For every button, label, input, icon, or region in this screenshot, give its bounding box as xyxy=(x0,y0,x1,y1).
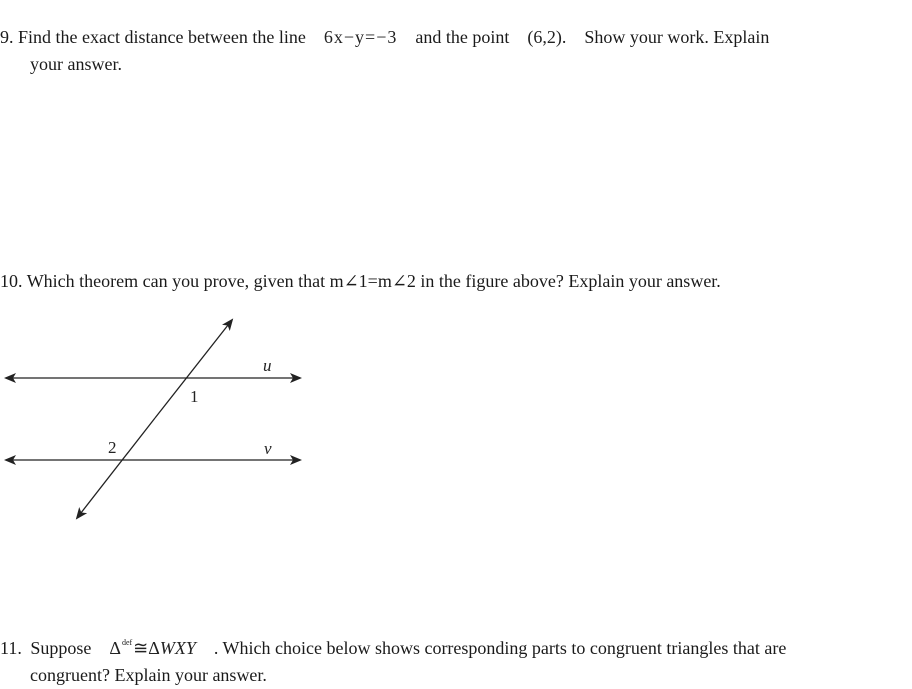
triangle-symbol: Δ xyxy=(109,638,121,658)
def-mark: def xyxy=(121,638,133,647)
question-9-number: 9. xyxy=(0,27,14,47)
triangle-name: WXY xyxy=(159,638,196,658)
triangle-expression xyxy=(109,638,195,658)
congruent-triangle-symbol: ≅Δ xyxy=(133,638,160,658)
question-9-text-b: and the point xyxy=(415,27,510,47)
point-coordinates: (6,2) xyxy=(527,27,562,47)
parallel-lines-figure xyxy=(0,312,310,522)
question-11-text-a: Suppose xyxy=(30,638,92,658)
question-11 xyxy=(0,629,786,689)
question-9-text-a: Find the exact distance between the line xyxy=(18,27,306,47)
line-equation: 6x−y=−3 xyxy=(323,27,398,47)
question-11-number: 11. xyxy=(0,638,22,658)
angle-1-label: 1 xyxy=(190,387,199,406)
line-u-label: u xyxy=(263,356,272,375)
question-9 xyxy=(0,24,769,78)
transversal-line-down xyxy=(77,418,155,518)
question-11-line-2: congruent? Explain your answer. xyxy=(30,665,267,685)
line-v-label: v xyxy=(264,439,272,458)
question-10-number: 10. xyxy=(0,271,23,291)
question-9-text-d: Show your work. Explain xyxy=(584,27,770,47)
question-11-line-1 xyxy=(0,629,786,662)
question-9-text-c: . xyxy=(561,27,567,47)
question-10-text: Which theorem can you prove, given that m∠1=m∠2 in the figure above? Explain your answer. xyxy=(26,271,721,291)
question-9-line-1 xyxy=(0,24,769,51)
question-9-line-2: your answer. xyxy=(30,54,122,74)
angle-2-label: 2 xyxy=(108,438,117,457)
question-11-text-b: . Which choice below shows corresponding parts to congruent triangles that are xyxy=(213,638,787,658)
question-10 xyxy=(0,268,721,295)
